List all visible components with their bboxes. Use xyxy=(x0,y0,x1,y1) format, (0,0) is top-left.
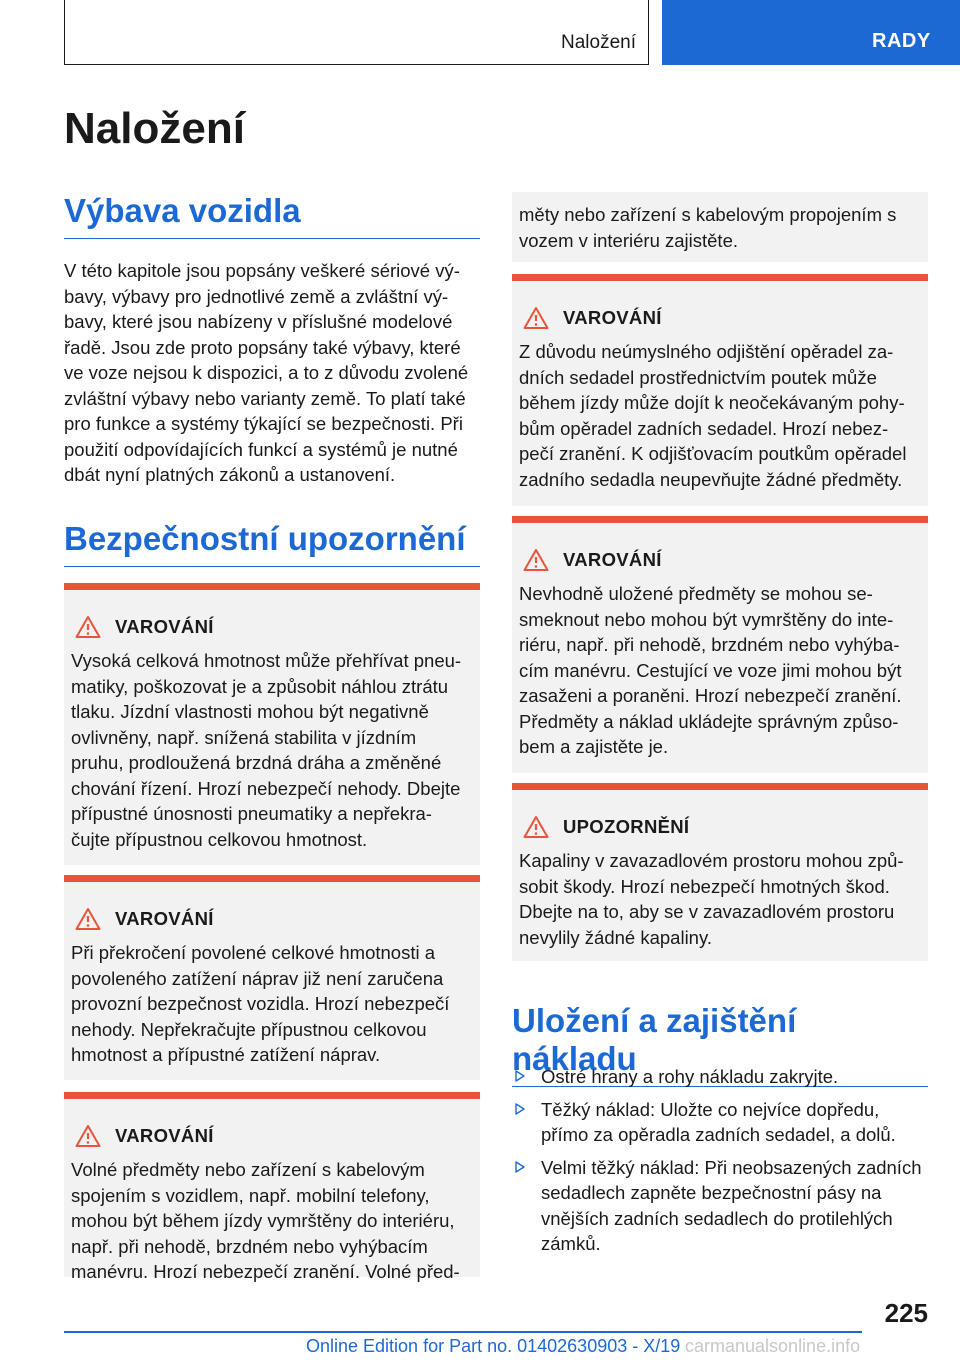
warning-label: VAROVÁNÍ xyxy=(115,908,214,929)
warning-triangle-icon xyxy=(75,1124,101,1148)
notice-text: Kapaliny v zavazadlovém prostoru mohou způ- sobit škody. Hrozí nebezpečí hmotných škod. Dbejte na to, aby se v zavazadlovém prostoru nevylily žádné kapaliny. xyxy=(519,850,904,948)
header-section-title: Naložení xyxy=(561,32,636,53)
footer-divider xyxy=(64,1331,862,1333)
section-heading-ulozeni: Uložení a zajištění nákladu xyxy=(512,1002,928,1087)
list-item-text: Velmi těžký náklad: Při neobsazených zadních sedadlech zapněte bezpečnostní pásy na vnějších zadních sedadlech do protilehlých zámků. xyxy=(541,1156,922,1254)
list-item xyxy=(513,1097,933,1148)
warning-label: VAROVÁNÍ xyxy=(115,1125,214,1146)
warning-label: VAROVÁNÍ xyxy=(563,307,662,328)
warning-triangle-icon xyxy=(523,815,549,839)
warning-triangle-icon xyxy=(523,548,549,572)
triangle-bullet-icon xyxy=(515,1161,525,1173)
bullet-list xyxy=(513,1064,933,1264)
page-number: 225 xyxy=(884,1298,928,1328)
warning-box xyxy=(512,274,928,506)
warning-continuation-box xyxy=(512,192,928,262)
warning-label: VAROVÁNÍ xyxy=(563,549,662,570)
section-heading-bezpecnost: Bezpečnostní upozornění xyxy=(64,520,480,567)
warning-text: Z důvodu neúmyslného odjištění opěradel za- dních sedadel prostřednictvím poutek může během jízdy může dojít k neočekávaným pohy- bům opěradel zadních sedadel. Hrozí nebez- pečí zranění. K odjišťovacím poutkům opěradel zadního sedadla neupevňujte žádné předměty. xyxy=(519,341,907,490)
warning-box xyxy=(64,1092,480,1282)
page-title: Naložení xyxy=(64,104,245,153)
section-heading-vybava: Výbava vozidla xyxy=(64,192,480,239)
watermark: carmanualsonline.info xyxy=(685,1336,861,1356)
warning-text: Vysoká celková hmotnost může přehřívat pneu- matiky, poškozovat je a způsobit náhlou ztrátu tlaku. Jízdní vlastnosti mohou být negativně ovlivněny, např. snížená stabilita v jízdním pruhu, prodloužená brzdná dráha a změněné chování řízení. Hrozí nebezpečí nehody. Dbejte přípustné únosnosti pneumatiky a nepřekra- čujte přípustnou celkovou hmotnost. xyxy=(71,650,462,850)
notice-box xyxy=(512,783,928,961)
footer-edition-text: Online Edition for Part no. 01402630903 - X/19 xyxy=(306,1336,681,1356)
triangle-bullet-icon xyxy=(515,1070,525,1082)
header-section-box xyxy=(64,0,649,65)
warning-box xyxy=(64,875,480,1080)
warning-box xyxy=(512,516,928,773)
notice-label: UPOZORNĚNÍ xyxy=(563,816,690,837)
warning-box xyxy=(64,583,480,865)
warning-triangle-icon xyxy=(523,306,549,330)
list-item xyxy=(513,1155,933,1257)
header-tab[interactable] xyxy=(662,0,960,65)
header-tab-label: RADY xyxy=(872,30,931,52)
warning-text: Nevhodně uložené předměty se mohou se- smeknout nebo mohou být vymrštěny do inte- riéru, např. při nehodě, brzdném nebo vyhýba- cím manévru. Cestující ve voze jimi mohou být zasaženi a poraněni. Hrozí nebezpečí zranění. Předměty a náklad ukládejte správným způso- bem a zajistěte je. xyxy=(519,583,902,757)
warning-label: VAROVÁNÍ xyxy=(115,616,214,637)
section-text-vybava: V této kapitole jsou popsány veškeré sériové vý- bavy, výbavy pro jednotlivé země a zvláštní vý- bavy, které jsou nabízeny v příslušné modelové řadě. Jsou zde proto popsány také výbavy, které ve voze nejsou k dispozici, a to z důvodu zvolené zvláštní výbavy nebo varianty země. To platí také pro funkce a systémy týkající se bezpečnosti. Při použití odpovídajících funkcí a systémů je nutné dbát nyní platných zákonů a ustanovení. xyxy=(64,260,469,485)
warning-triangle-icon xyxy=(75,615,101,639)
warning-triangle-icon xyxy=(75,907,101,931)
list-item xyxy=(513,1064,933,1090)
warning-continuation-text: měty nebo zařízení s kabelovým propojením s vozem v interiéru zajistěte. xyxy=(519,204,897,251)
warning-text: Volné předměty nebo zařízení s kabelovým spojením s vozidlem, např. mobilní telefony, mohou být během jízdy vymrštěny do interiéru, např. při nehodě, brzdném nebo vyhýbacím manévru. Hrozí nebezpečí zranění. Volné před- xyxy=(71,1159,460,1282)
list-item-text: Ostré hrany a rohy nákladu zakryjte. xyxy=(541,1066,839,1087)
list-item-text: Těžký náklad: Uložte co nejvíce dopředu, přímo za opěradla zadních sedadel, a dolů. xyxy=(541,1098,896,1145)
triangle-bullet-icon xyxy=(515,1103,525,1115)
warning-text: Při překročení povolené celkové hmotnosti a povoleného zatížení náprav již není zaručena provozní bezpečnost vozidla. Hrozí nebezpečí nehody. Nepřekračujte přípustnou celkovou hmotnost a přípustné zatížení náprav. xyxy=(71,942,450,1065)
